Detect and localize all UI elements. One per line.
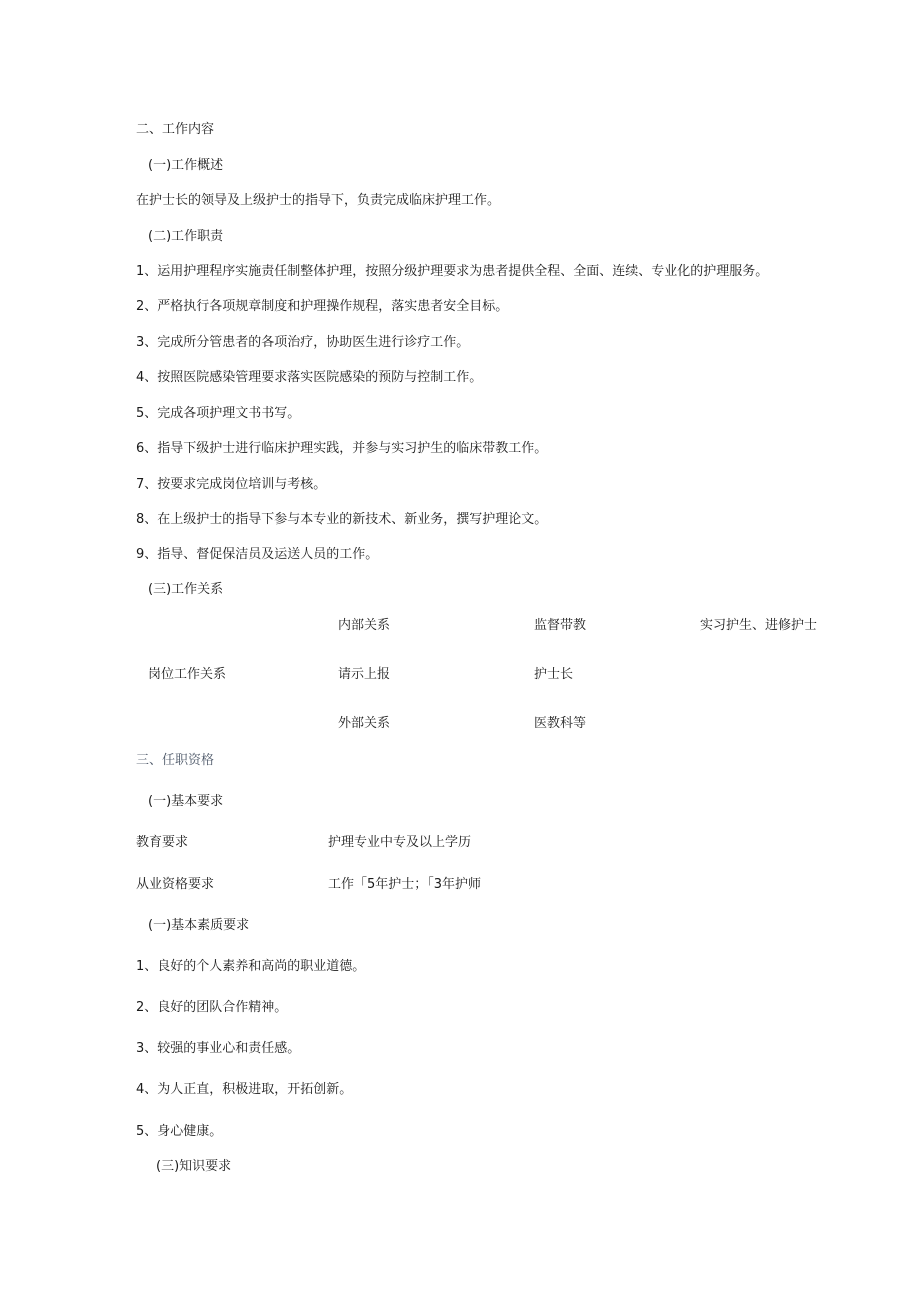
relation-supervise: 监督带教 bbox=[534, 618, 587, 633]
qualification-value: 工作「5年护士；「3年护师 bbox=[328, 877, 482, 892]
duty-item: 6、指导下级护士进行临床护理实践，并参与实习护生的临床带教工作。 bbox=[136, 441, 548, 456]
duty-item: 3、完成所分管患者的各项治疗，协助医生进行诊疗工作。 bbox=[136, 335, 470, 350]
section3-heading: 三、任职资格 bbox=[136, 753, 215, 768]
quality-item: 2、良好的团队合作精神。 bbox=[136, 1000, 288, 1015]
quality-item: 4、为人正直，积极进取，开拓创新。 bbox=[136, 1082, 353, 1097]
qualification-label: 从业资格要求 bbox=[136, 877, 215, 892]
basic-requirements-heading: (一)基本要求 bbox=[148, 794, 224, 809]
relation-head-nurse: 护士长 bbox=[534, 667, 574, 682]
education-value: 护理专业中专及以上学历 bbox=[328, 835, 472, 850]
duty-item: 9、指导、督促保洁员及运送人员的工作。 bbox=[136, 547, 379, 562]
duty-item: 1、运用护理程序实施责任制整体护理，按照分级护理要求为患者提供全程、全面、连续、专业化的护理服务。 bbox=[136, 264, 769, 279]
relation-external: 外部关系 bbox=[338, 716, 391, 731]
quality-item: 1、良好的个人素养和高尚的职业道德。 bbox=[136, 959, 366, 974]
quality-item: 3、较强的事业心和责任感。 bbox=[136, 1041, 301, 1056]
duty-item: 8、在上级护士的指导下参与本专业的新技术、新业务，撰写护理论文。 bbox=[136, 512, 548, 527]
duties-heading: (二)工作职责 bbox=[148, 229, 224, 244]
overview-text: 在护士长的领导及上级护士的指导下，负责完成临床护理工作。 bbox=[136, 193, 501, 208]
relation-interns: 实习护生、进修护士 bbox=[700, 618, 818, 633]
relations-heading: (三)工作关系 bbox=[148, 582, 224, 597]
duty-item: 2、严格执行各项规章制度和护理操作规程，落实患者安全目标。 bbox=[136, 299, 509, 314]
duty-item: 5、完成各项护理文书书写。 bbox=[136, 406, 301, 421]
duty-item: 7、按要求完成岗位培训与考核。 bbox=[136, 477, 327, 492]
overview-heading: (一)工作概述 bbox=[148, 158, 224, 173]
relation-report: 请示上报 bbox=[338, 667, 391, 682]
relation-root: 岗位工作关系 bbox=[148, 667, 227, 682]
duty-item: 4、按照医院感染管理要求落实医院感染的预防与控制工作。 bbox=[136, 370, 483, 385]
relation-medical-education: 医教科等 bbox=[534, 716, 587, 731]
knowledge-heading: (三)知识要求 bbox=[156, 1159, 232, 1174]
education-label: 教育要求 bbox=[136, 835, 189, 850]
relation-internal: 内部关系 bbox=[338, 618, 391, 633]
quality-heading: (一)基本素质要求 bbox=[148, 918, 250, 933]
quality-item: 5、身心健康。 bbox=[136, 1124, 223, 1139]
section2-heading: 二、工作内容 bbox=[136, 122, 215, 137]
